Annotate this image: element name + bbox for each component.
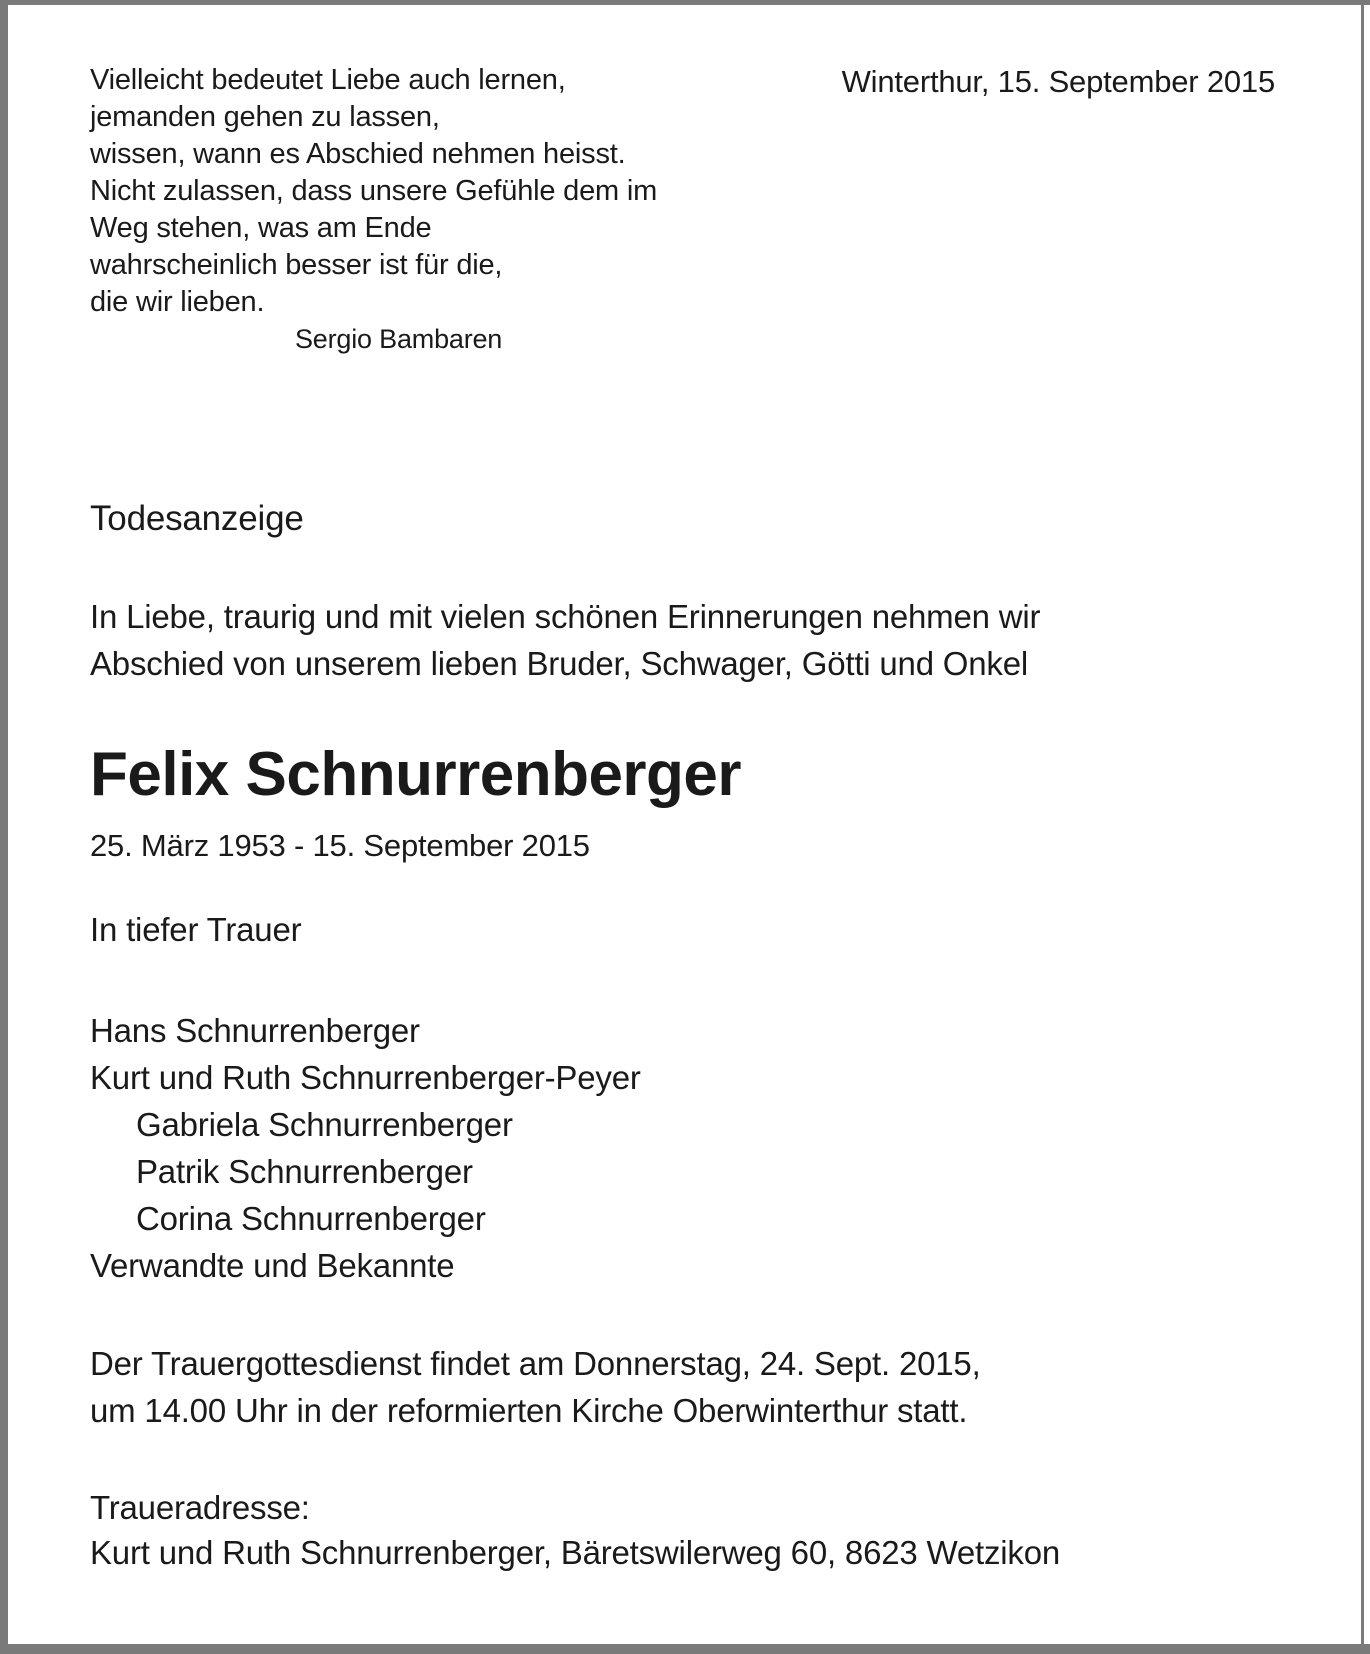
mourning-address: Kurt und Ruth Schnurrenberger, Bäretswilerweg 60, 8623 Wetzikon: [90, 1534, 1061, 1571]
mourner-name: Corina Schnurrenberger: [136, 1200, 486, 1237]
life-dates: 25. März 1953 - 15. September 2015: [90, 828, 590, 863]
poem-line: Vielleicht bedeutet Liebe auch lernen,: [90, 64, 566, 96]
intro-line: Abschied von unserem lieben Bruder, Schwager, Götti und Onkel: [90, 645, 1029, 682]
mourner-name: Kurt und Ruth Schnurrenberger-Peyer: [90, 1059, 641, 1096]
intro-line: In Liebe, traurig und mit vielen schönen Erinnerungen nehmen wir: [90, 598, 1041, 635]
poem-line: Nicht zulassen, dass unsere Gefühle dem im: [90, 175, 658, 207]
obituary-content: [90, 62, 1275, 1575]
poem-line: Weg stehen, was am Ende: [90, 212, 432, 244]
mourners-list: [90, 1007, 1275, 1289]
header-row: [90, 62, 1275, 358]
service-paragraph: [90, 1340, 1275, 1434]
obituary-page: [8, 5, 1361, 1644]
scan-border-right: [1361, 0, 1364, 1654]
poem-attribution: Sergio Bambaren: [295, 324, 503, 354]
intro-paragraph: [90, 593, 1275, 687]
poem-line: wahrscheinlich besser ist für die,: [90, 249, 503, 281]
mourner-name: Verwandte und Bekannte: [90, 1247, 455, 1284]
poem-line: wissen, wann es Abschied nehmen heisst.: [90, 138, 626, 170]
announcement-type-heading: Todesanzeige: [90, 499, 304, 538]
place-date: Winterthur, 15. September 2015: [841, 64, 1275, 99]
poem-quote: [90, 62, 657, 358]
scan-border-left: [0, 0, 8, 1654]
poem-line: jemanden gehen zu lassen,: [90, 101, 440, 133]
mourning-address-block: [90, 1485, 1275, 1575]
scan-border-bottom: [0, 1644, 1370, 1654]
mourning-intro: In tiefer Trauer: [90, 911, 302, 948]
mourner-name: Patrik Schnurrenberger: [136, 1153, 473, 1190]
service-line: um 14.00 Uhr in der reformierten Kirche Oberwinterthur statt.: [90, 1392, 968, 1429]
mourner-name: Gabriela Schnurrenberger: [136, 1106, 513, 1143]
service-line: Der Trauergottesdienst findet am Donnerstag, 24. Sept. 2015,: [90, 1345, 981, 1382]
poem-line: die wir lieben.: [90, 286, 265, 318]
mourning-address-label: Traueradresse:: [90, 1489, 310, 1526]
mourner-name: Hans Schnurrenberger: [90, 1012, 420, 1049]
deceased-name: Felix Schnurrenberger: [90, 740, 742, 809]
